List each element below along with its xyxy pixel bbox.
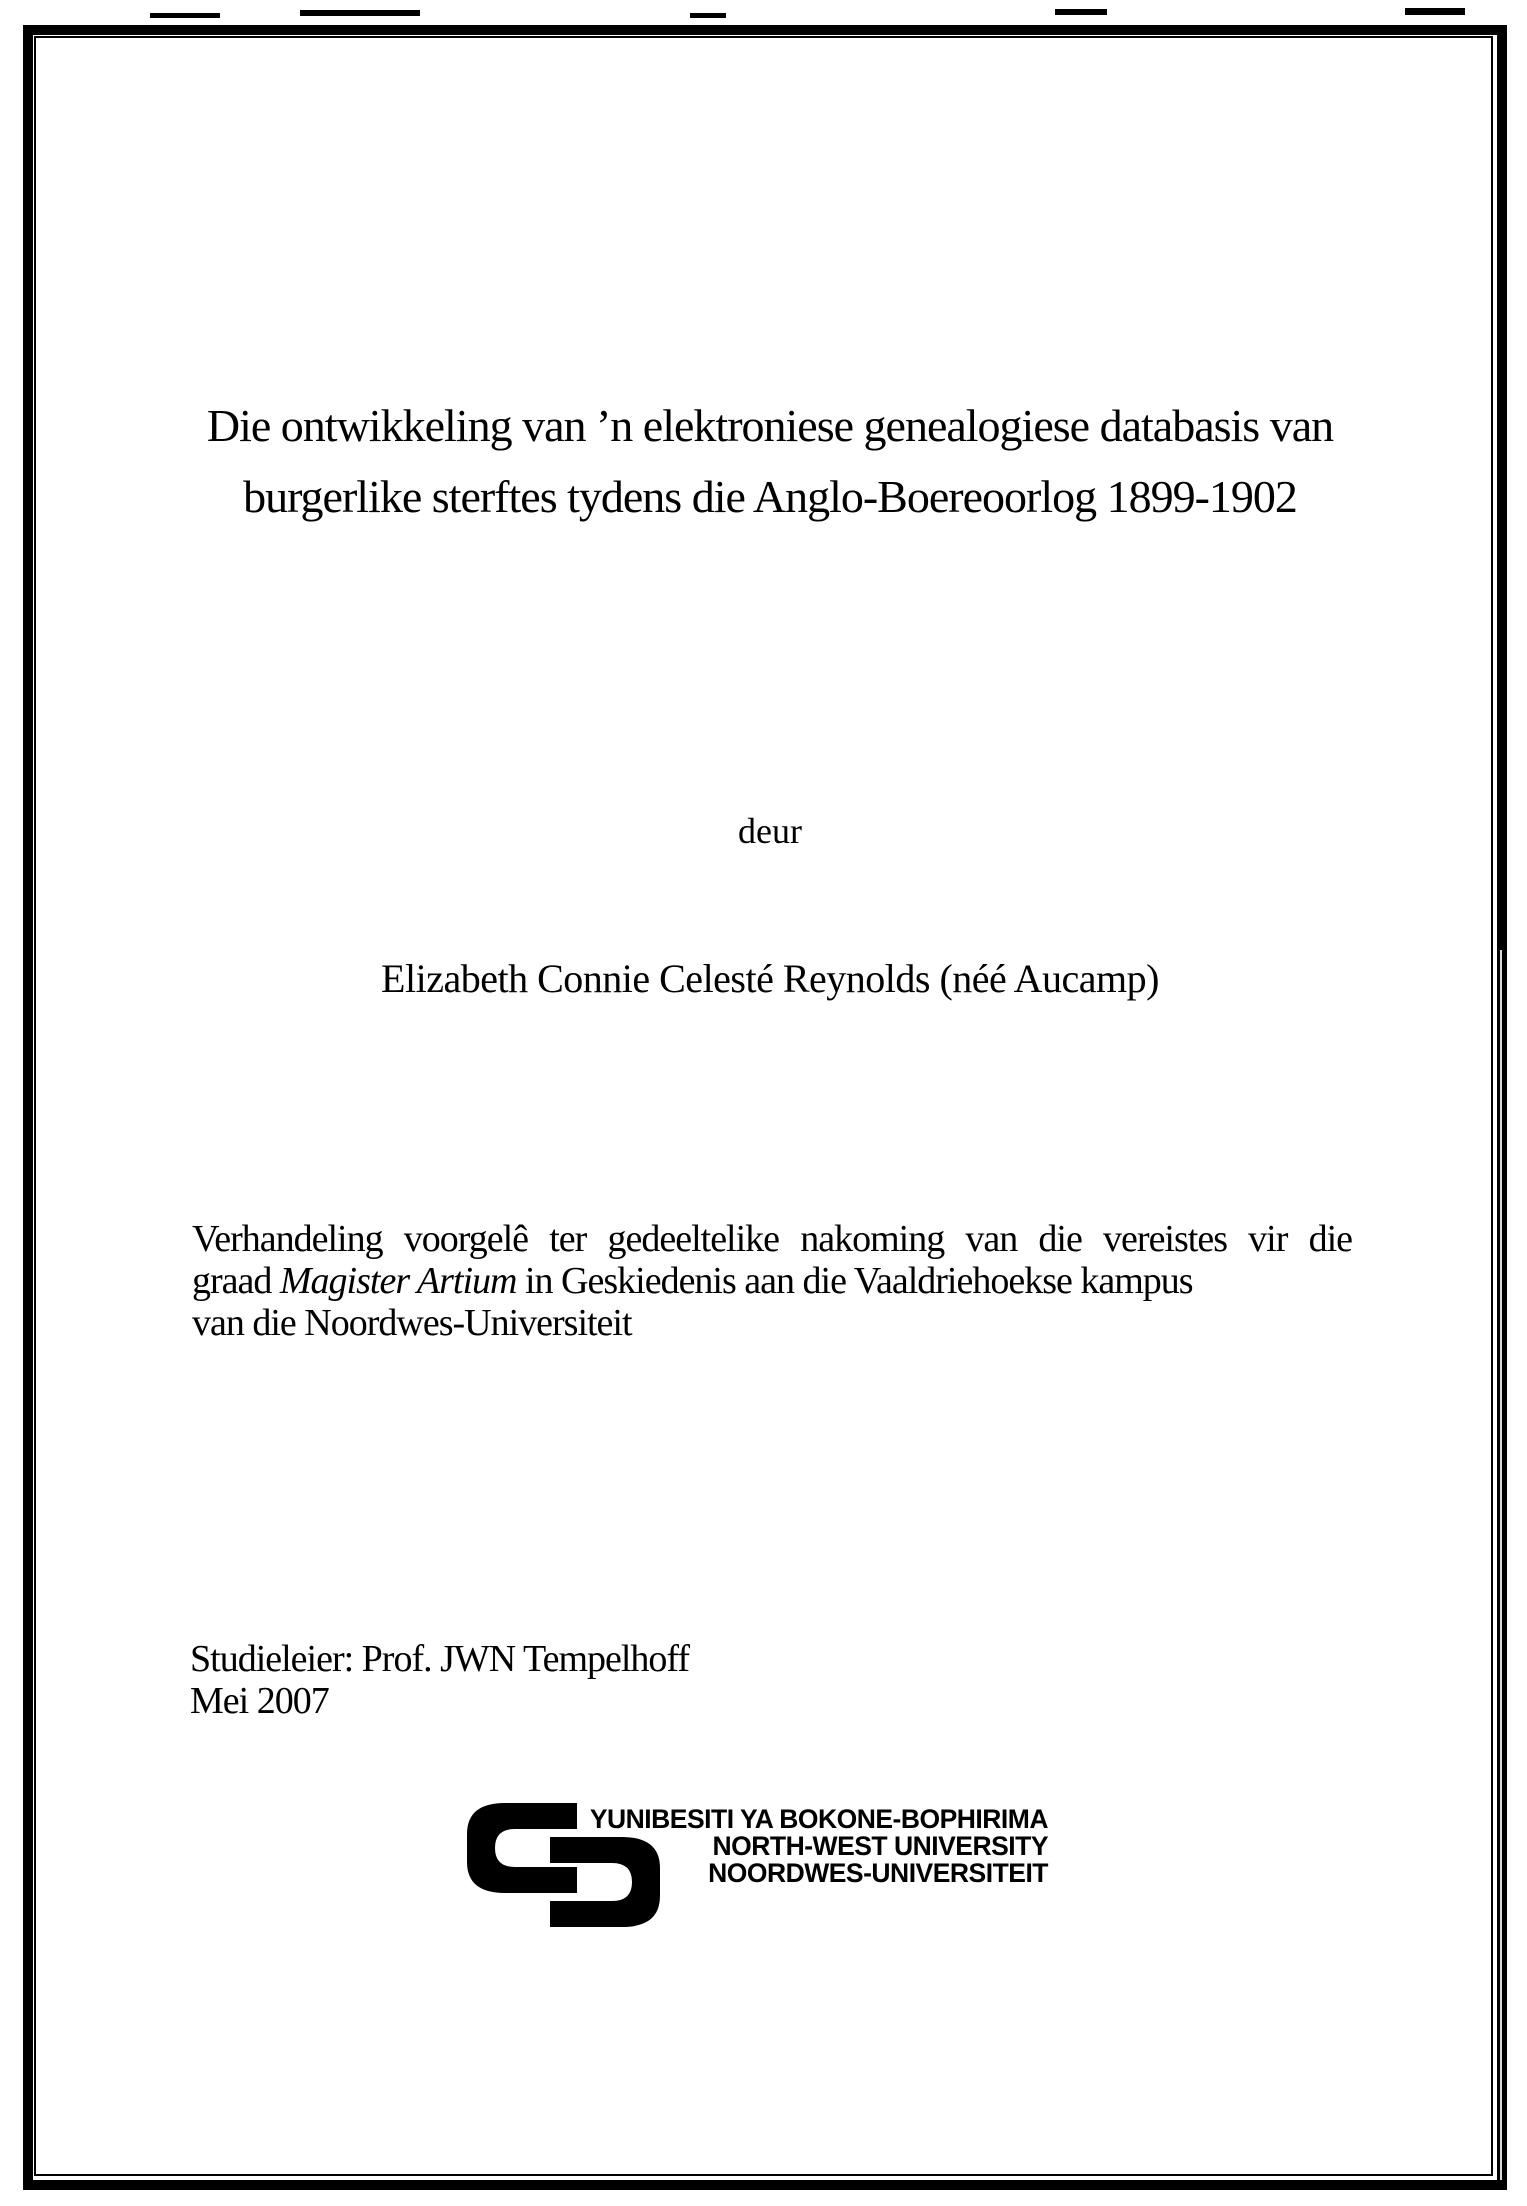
supervisor-line: Studieleier: Prof. JWN Tempelhoff — [190, 1638, 690, 1680]
scan-artifact — [300, 10, 420, 16]
scan-artifact — [1405, 8, 1465, 15]
supervisor-block — [190, 1638, 1090, 1722]
university-name-setswana: YUNIBESITI YA BOKONE-BOPHIRIMA — [589, 1804, 1048, 1834]
scan-artifact — [690, 13, 726, 18]
submission-line2-suffix: in Geskiedenis aan die Vaaldriehoekse kampus — [516, 1260, 1193, 1302]
submission-line2 — [192, 1260, 1352, 1302]
submission-statement — [192, 1218, 1352, 1344]
submission-line3: van die Noordwes-Universiteit — [192, 1302, 632, 1344]
byline-label: deur — [738, 811, 802, 851]
submission-line2-prefix: graad — [192, 1260, 280, 1302]
author-name: Elizabeth Connie Celesté Reynolds (néé Aucamp) — [381, 956, 1159, 1001]
scan-artifact — [150, 13, 220, 18]
degree-name: Magister Artium — [279, 1260, 517, 1302]
scan-artifact — [1500, 950, 1502, 2180]
submission-line1: Verhandeling voorgelê ter gedeeltelike nakoming van die vereistes vir die — [192, 1218, 1352, 1260]
scan-artifact — [1055, 9, 1107, 15]
thesis-title — [130, 390, 1410, 532]
thesis-title-line2: burgerlike sterftes tydens die Anglo-Boereoorlog 1899-1902 — [243, 471, 1297, 522]
university-name-english: NORTH-WEST UNIVERSITY — [712, 1831, 1048, 1861]
university-wordmark — [548, 1806, 1048, 1887]
university-name-afrikaans: NOORDWES-UNIVERSITEIT — [708, 1858, 1048, 1888]
thesis-title-line1: Die ontwikkeling van ’n elektroniese genealogiese databasis van — [206, 400, 1334, 451]
date-line: Mei 2007 — [190, 1680, 329, 1722]
